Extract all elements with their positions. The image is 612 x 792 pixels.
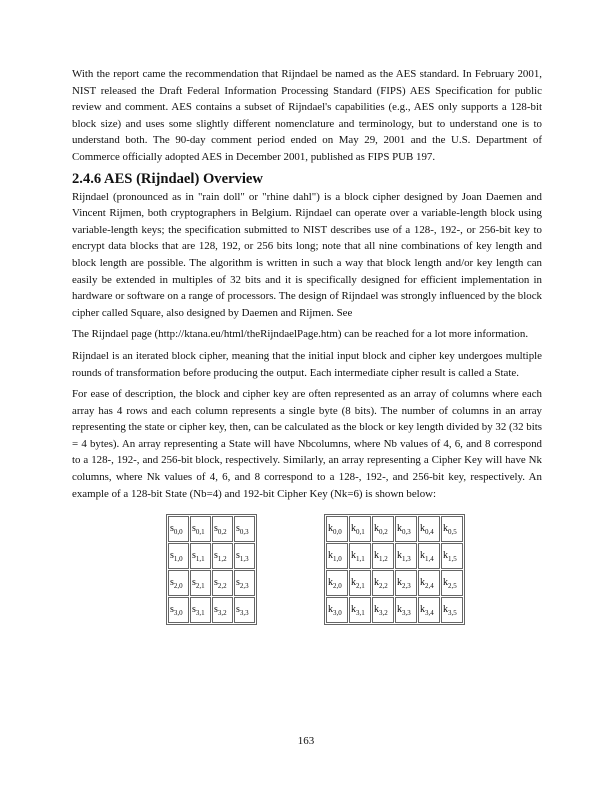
key-cell: $k_{1,4}$ <box>418 543 440 569</box>
rijndael-overview-paragraph: Rijndael (pronounced as in "rain doll" or "rhine dahl") is a block cipher designed by Joan Daemen and Vincent Rijmen, both cryptographers in Belgium. Rijndael can operate over a variable-length block using variable-length keys; the specification submitted to NIST describes use of a 128-, 192-, or 256-bit key to encrypt data blocks that are 128, 192, or 256 bits long; note that all nine combinations of key length and block length are possible. The algorithm is written in such a way that block length and/or key length can easily be extended in multiples of 32 bits and it is specifically designed for efficient implementation in hardware or software on a range of processors. The design of Rijndael was strongly influenced by the block cipher called Square, also designed by Daemen and Rijmen. See <box>72 190 542 319</box>
table-row <box>326 543 463 569</box>
state-cell: $s_{2,0}$ <box>168 570 189 596</box>
key-cell: $k_{2,5}$ <box>441 570 463 596</box>
tables-area <box>72 514 542 634</box>
state-cell: $s_{2,1}$ <box>190 570 211 596</box>
table-row <box>168 543 255 569</box>
state-cell: $s_{3,0}$ <box>168 597 189 623</box>
rijndael-page-paragraph: The Rijndael page (http://ktana.eu/html/theRijndaelPage.htm) can be reached for a lot more information. <box>72 328 529 341</box>
key-cell: $k_{1,1}$ <box>349 543 371 569</box>
table-row <box>326 570 463 596</box>
key-cell: $k_{0,5}$ <box>441 516 463 542</box>
state-cell: $s_{3,3}$ <box>234 597 255 623</box>
key-cell: $k_{3,4}$ <box>418 597 440 623</box>
intro-paragraph: With the report came the recommendation that Rijndael be named as the AES standard. In February 2001, NIST released the Draft Federal Information Processing Standard (FIPS) AES Specification for public review and comment. AES contains a subset of Rijndael's capabilities (e.g., AES only supports a 128-bit block size) and uses some slightly different nomenclature and terminology, but to understand one is to understand both. The 90-day comment period ended on May 29, 2001 and the U.S. Department of Commerce officially adopted AES in December 2001, published as FIPS PUB 197. <box>72 68 542 163</box>
state-cell: $s_{3,1}$ <box>190 597 211 623</box>
key-cell: $k_{1,2}$ <box>372 543 394 569</box>
cipher-key-table <box>324 514 465 625</box>
table-row <box>168 570 255 596</box>
key-cell: $k_{0,0}$ <box>326 516 348 542</box>
state-cell: $s_{0,0}$ <box>168 516 189 542</box>
state-cell: $s_{1,2}$ <box>212 543 233 569</box>
key-cell: $k_{0,3}$ <box>395 516 417 542</box>
state-cell: $s_{0,1}$ <box>190 516 211 542</box>
key-cell: $k_{3,2}$ <box>372 597 394 623</box>
state-table <box>166 514 257 625</box>
table-row <box>168 516 255 542</box>
key-cell: $k_{3,0}$ <box>326 597 348 623</box>
section-heading: 2.4.6 AES (Rijndael) Overview <box>72 170 263 187</box>
key-cell: $k_{1,0}$ <box>326 543 348 569</box>
table-row <box>326 597 463 623</box>
array-description-paragraph: For ease of description, the block and cipher key are often represented as an array of columns where each array has 4 rows and each column represents a single byte (8 bits). The number of columns in an array representing the state or cipher key, then, can be calculated as the block or key length divided by 32 (32 bits = 4 bytes). An array representing a State will have Nbcolumns, where Nb values of 4, 6, and 8 correspond to a 128-, 192-, and 256-bit block, respectively. Similarly, an array representing a Cipher Key will have Nk columns, where Nk values of 4, 6, and 8 correspond to a 128-, 192-, and 256-bit key, respectively. An example of a 128-bit State (Nb=4) and 192-bit Cipher Key (Nk=6) is shown below: <box>72 388 542 500</box>
key-cell: $k_{2,3}$ <box>395 570 417 596</box>
state-cell: $s_{3,2}$ <box>212 597 233 623</box>
state-cell: $s_{1,0}$ <box>168 543 189 569</box>
table-row <box>326 516 463 542</box>
key-cell: $k_{1,5}$ <box>441 543 463 569</box>
key-cell: $k_{0,2}$ <box>372 516 394 542</box>
state-cell: $s_{0,3}$ <box>234 516 255 542</box>
key-cell: $k_{1,3}$ <box>395 543 417 569</box>
state-cell: $s_{0,2}$ <box>212 516 233 542</box>
key-cell: $k_{2,2}$ <box>372 570 394 596</box>
state-cell: $s_{2,3}$ <box>234 570 255 596</box>
iterated-cipher-paragraph: Rijndael is an iterated block cipher, meaning that the initial input block and cipher key undergoes multiple rounds of transformation before producing the output. Each intermediate cipher result is called a State. <box>72 349 542 379</box>
page-number: 163 <box>297 735 315 747</box>
key-cell: $k_{0,4}$ <box>418 516 440 542</box>
state-cell: $s_{2,2}$ <box>212 570 233 596</box>
page-content <box>72 66 542 634</box>
state-cell: $s_{1,3}$ <box>234 543 255 569</box>
key-cell: $k_{2,4}$ <box>418 570 440 596</box>
table-row <box>168 597 255 623</box>
state-cell: $s_{1,1}$ <box>190 543 211 569</box>
key-cell: $k_{2,1}$ <box>349 570 371 596</box>
key-cell: $k_{3,5}$ <box>441 597 463 623</box>
key-cell: $k_{2,0}$ <box>326 570 348 596</box>
key-cell: $k_{3,3}$ <box>395 597 417 623</box>
key-cell: $k_{0,1}$ <box>349 516 371 542</box>
key-cell: $k_{3,1}$ <box>349 597 371 623</box>
